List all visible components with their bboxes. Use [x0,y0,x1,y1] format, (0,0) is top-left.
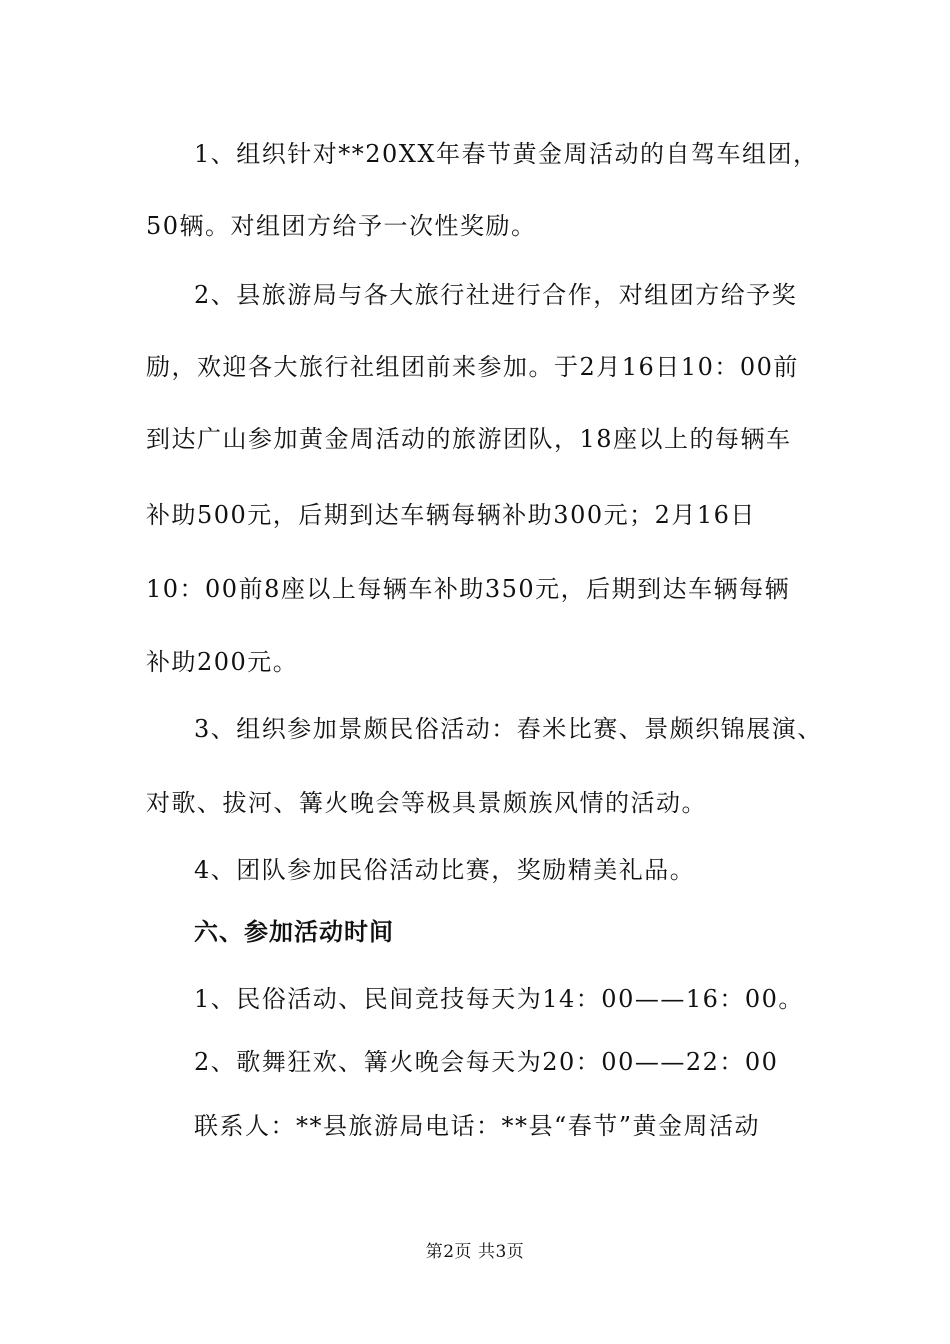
paragraph-line: 10：00前8座以上每辆车补助350元，后期到达车辆每辆 [146,575,791,603]
page-number-footer: 第2页 共3页 [425,1242,525,1262]
paragraph-line: 励，欢迎各大旅行社组团前来参加。于2月16日10：00前 [146,353,799,381]
paragraph-line: 2、县旅游局与各大旅行社进行合作，对组团方给予奖 [194,281,798,309]
paragraph-line: 补助200元。 [146,648,299,676]
paragraph-line: 4、团队参加民俗活动比赛，奖励精美礼品。 [194,856,696,884]
section-heading: 六、参加活动时间 [194,918,394,946]
paragraph-line: 1、民俗活动、民间竞技每天为14：00——16：00。 [194,985,804,1013]
paragraph-line: 3、组织参加景颇民俗活动：舂米比赛、景颇织锦展演、 [194,715,823,743]
paragraph-line: 50辆。对组团方给予一次性奖励。 [146,212,537,240]
paragraph-line: 补助500元，后期到达车辆每辆补助300元；2月16日 [146,501,756,529]
paragraph-line: 联系人：**县旅游局电话：**县“春节”黄金周活动 [194,1112,761,1140]
paragraph-line: 到达广山参加黄金周活动的旅游团队，18座以上的每辆车 [146,425,792,453]
paragraph-line: 1、组织针对**20XX年春节黄金周活动的自驾车组团， [194,140,819,168]
paragraph-line: 2、歌舞狂欢、篝火晚会每天为20：00——22：00 [194,1048,779,1076]
paragraph-line: 对歌、拔河、篝火晚会等极具景颇族风情的活动。 [146,789,707,817]
